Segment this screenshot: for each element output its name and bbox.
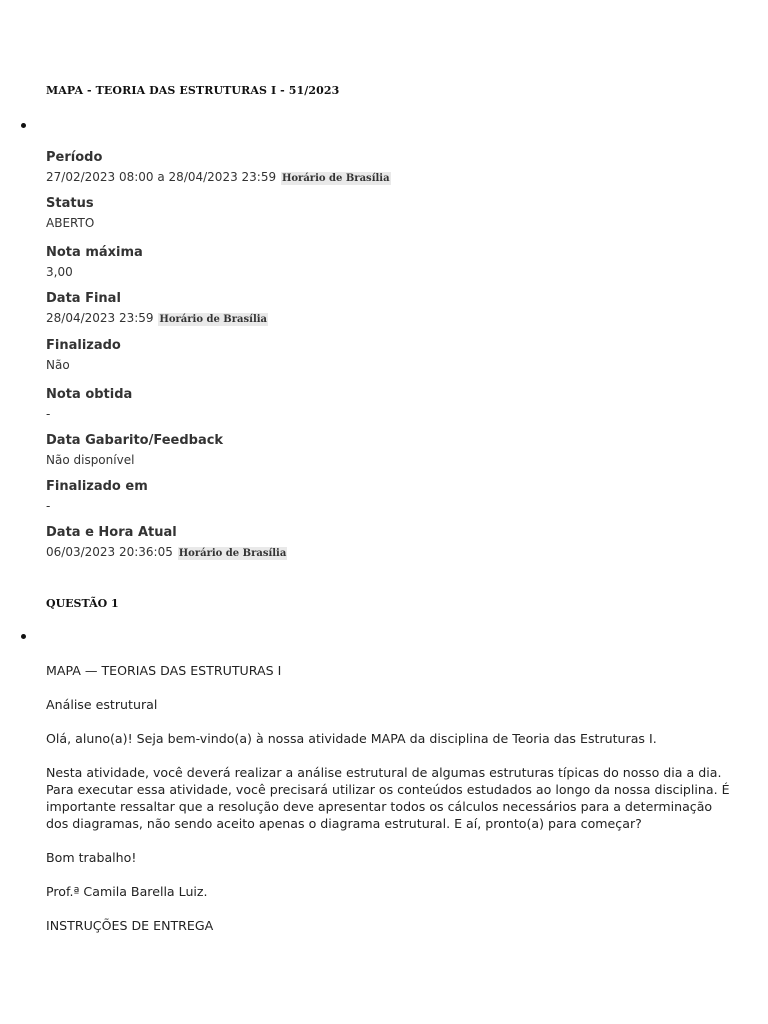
question-title: QUESTÃO 1 <box>46 597 119 610</box>
field-label: Data e Hora Atual <box>46 525 177 540</box>
field-nota-maxima <box>46 243 726 289</box>
field-gabarito <box>46 431 726 477</box>
field-label: Status <box>46 196 94 211</box>
content-author: Prof.ª Camila Barella Luiz. <box>46 884 208 899</box>
field-data-final <box>46 289 726 336</box>
page-title: MAPA - TEORIA DAS ESTRUTURAS I - 51/2023 <box>46 84 340 97</box>
timezone-badge: Horário de Brasília <box>281 173 390 184</box>
field-label: Período <box>46 150 103 165</box>
field-label: Nota obtida <box>46 387 133 402</box>
field-value <box>46 169 726 185</box>
data-final-value: 28/04/2023 23:59 <box>46 311 154 325</box>
timezone-badge: Horário de Brasília <box>178 548 287 559</box>
field-value: - <box>46 407 51 421</box>
field-periodo <box>46 148 726 194</box>
field-value: - <box>46 499 51 513</box>
activity-info <box>46 148 726 563</box>
field-finalizado <box>46 336 726 385</box>
field-label: Finalizado <box>46 338 121 353</box>
field-status <box>46 194 726 243</box>
field-value <box>46 544 726 560</box>
content-instructions-heading: INSTRUÇÕES DE ENTREGA <box>46 918 214 933</box>
question-content <box>46 662 736 951</box>
timezone-badge: Horário de Brasília <box>159 314 268 325</box>
data-hora-value: 06/03/2023 20:36:05 <box>46 545 173 559</box>
field-value: ABERTO <box>46 216 95 230</box>
field-value: 3,00 <box>46 265 73 279</box>
field-value: Não <box>46 358 70 372</box>
content-sign-off: Bom trabalho! <box>46 850 137 865</box>
field-label: Data Gabarito/Feedback <box>46 433 224 448</box>
content-description: Nesta atividade, você deverá realizar a análise estrutural de algumas estruturas típicas do nosso dia a dia. Para executar essa atividade, você precisará utilizar os conteúdos estudados ao longo da nossa disciplina. É importante ressaltar que a resolução deve apresentar todos os cálculos necessários para a determinação dos diagramas, não sendo aceito apenas o diagrama estrutural. E aí, pronto(a) para começar? <box>46 765 730 831</box>
field-label: Finalizado em <box>46 479 148 494</box>
list-bullet <box>21 123 26 128</box>
list-bullet <box>21 634 26 639</box>
field-label: Nota máxima <box>46 245 143 260</box>
field-nota-obtida <box>46 385 726 431</box>
field-label: Data Final <box>46 291 121 306</box>
field-data-hora <box>46 523 726 563</box>
periodo-value: 27/02/2023 08:00 a 28/04/2023 23:59 <box>46 170 277 184</box>
field-finalizado-em <box>46 477 726 523</box>
content-subheading: Análise estrutural <box>46 697 158 712</box>
field-value: Não disponível <box>46 453 135 467</box>
content-heading: MAPA — TEORIAS DAS ESTRUTURAS I <box>46 663 282 678</box>
field-value <box>46 310 726 326</box>
content-greeting: Olá, aluno(a)! Seja bem-vindo(a) à nossa atividade MAPA da disciplina de Teoria das Estruturas I. <box>46 731 657 746</box>
